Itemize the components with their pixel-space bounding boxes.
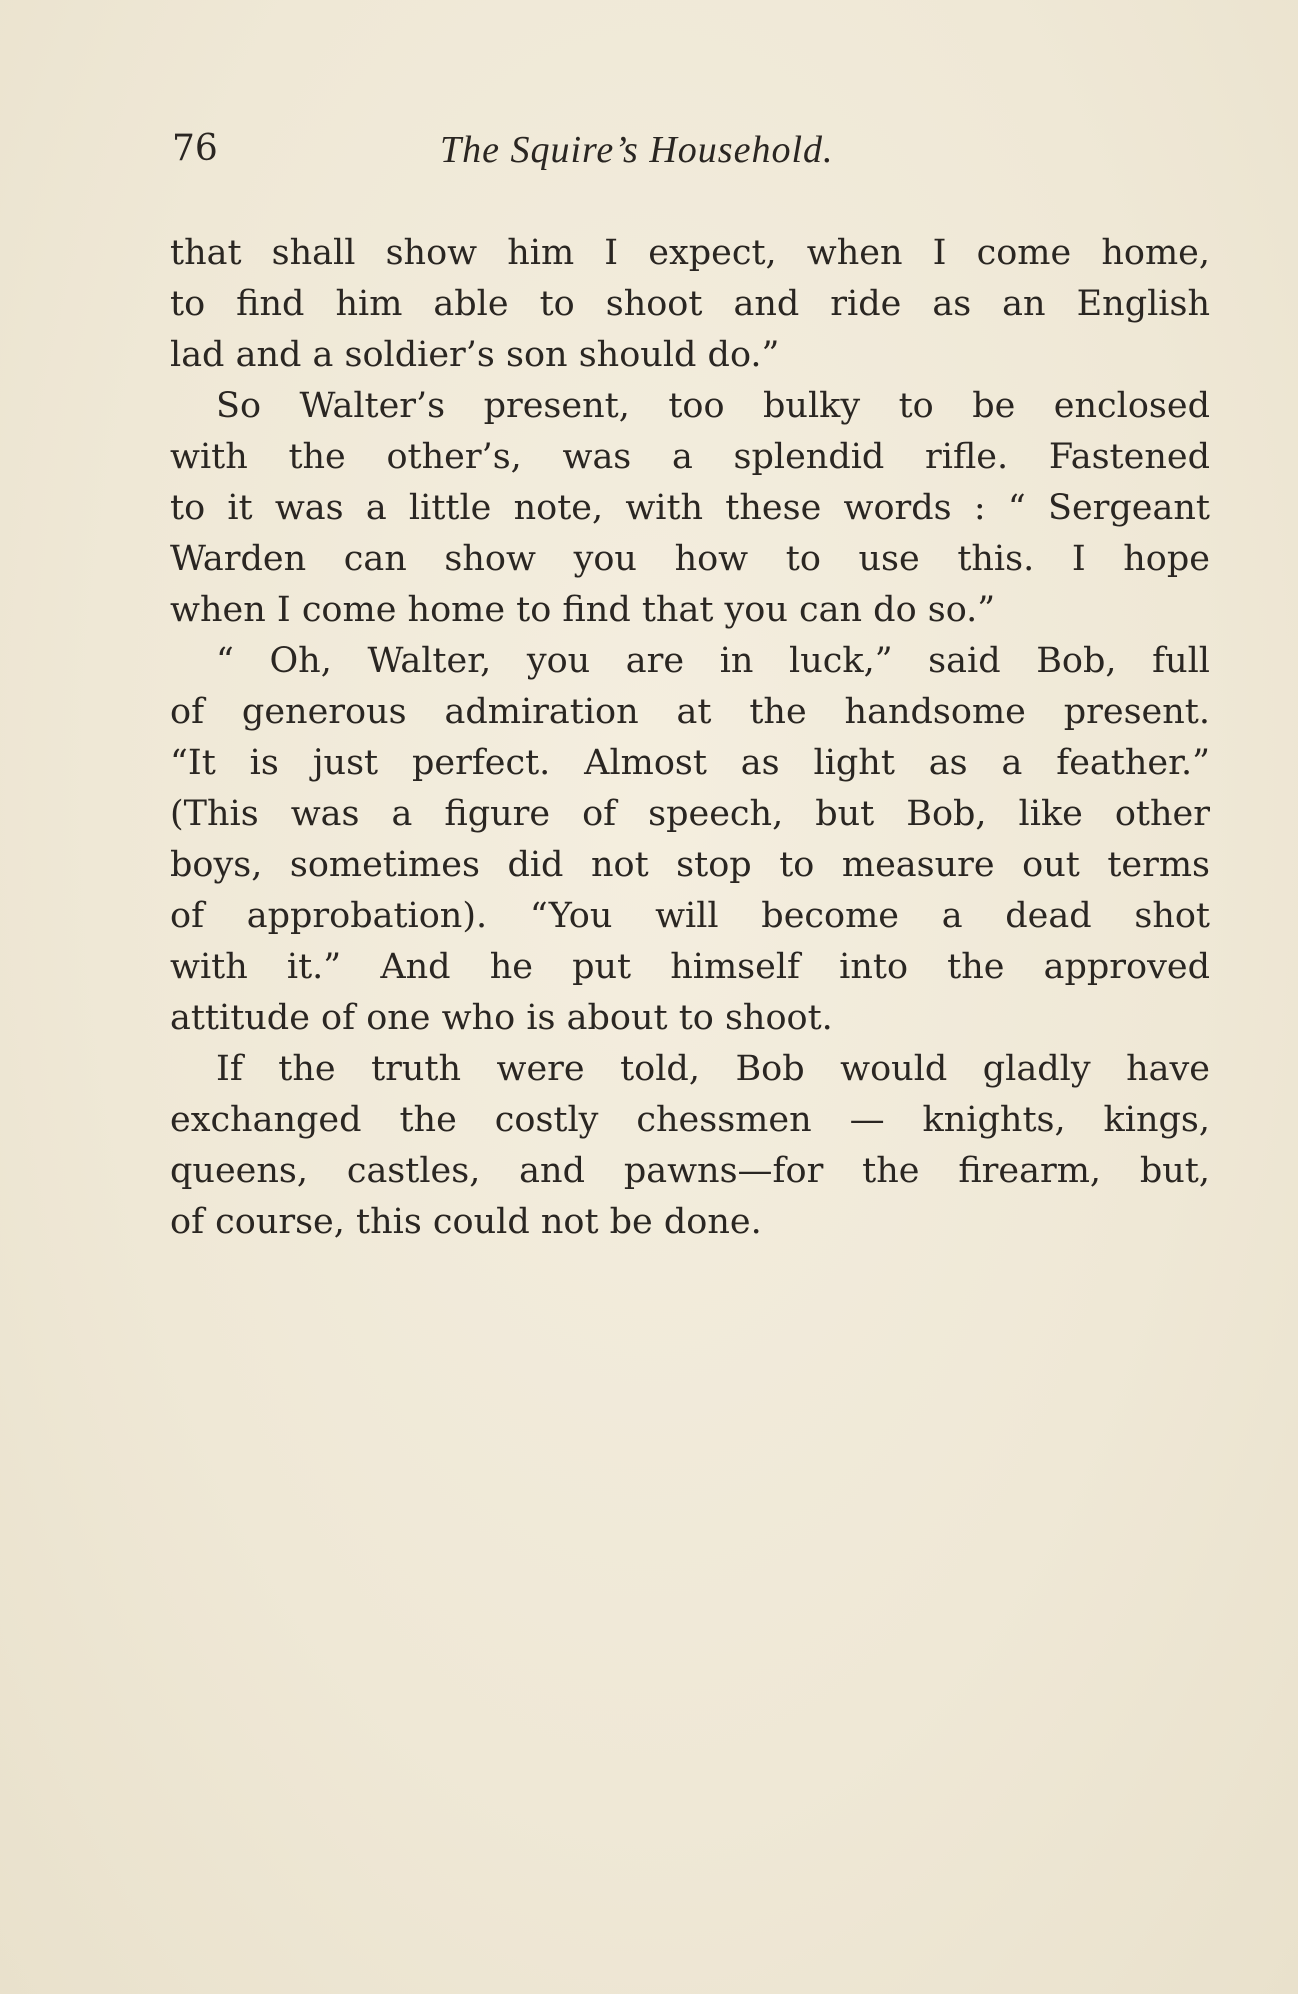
text-line: to it was a little note, with these words : “ Sergeant (170, 488, 1210, 528)
text-line: of course, this could not be done. (170, 1202, 762, 1242)
text-line: “ Oh, Walter, you are in luck,” said Bob, full (216, 641, 1210, 681)
text-line: “It is just perfect. Almost as light as a feather.” (170, 743, 1210, 783)
page-number: 76 (172, 128, 218, 169)
text-line: attitude of one who is about to shoot. (170, 998, 833, 1038)
text-line: when I come home to find that you can do so.” (170, 590, 996, 630)
text-line: (This was a figure of speech, but Bob, like other (170, 794, 1210, 834)
page-header (172, 128, 1192, 188)
text-line: boys, sometimes did not stop to measure out terms (170, 845, 1210, 885)
text-line: with the other’s, was a splendid rifle. Fastened (170, 437, 1210, 477)
text-line: lad and a soldier’s son should do.” (170, 335, 780, 375)
text-line: that shall show him I expect, when I come home, (170, 233, 1210, 273)
text-line: of approbation). “You will become a dead shot (170, 896, 1210, 936)
running-title: The Squire’s Household. (440, 129, 834, 171)
text-line: So Walter’s present, too bulky to be enclosed (216, 386, 1210, 426)
body-text (170, 228, 1210, 1248)
text-line: Warden can show you how to use this. I hope (170, 539, 1210, 579)
text-line: to find him able to shoot and ride as an English (170, 284, 1210, 324)
text-line: with it.” And he put himself into the approved (170, 947, 1210, 987)
text-line: exchanged the costly chessmen — knights, kings, (170, 1100, 1210, 1140)
text-line: of generous admiration at the handsome present. (170, 692, 1210, 732)
text-line: If the truth were told, Bob would gladly have (216, 1049, 1210, 1089)
text-line: queens, castles, and pawns—for the firearm, but, (170, 1151, 1210, 1191)
